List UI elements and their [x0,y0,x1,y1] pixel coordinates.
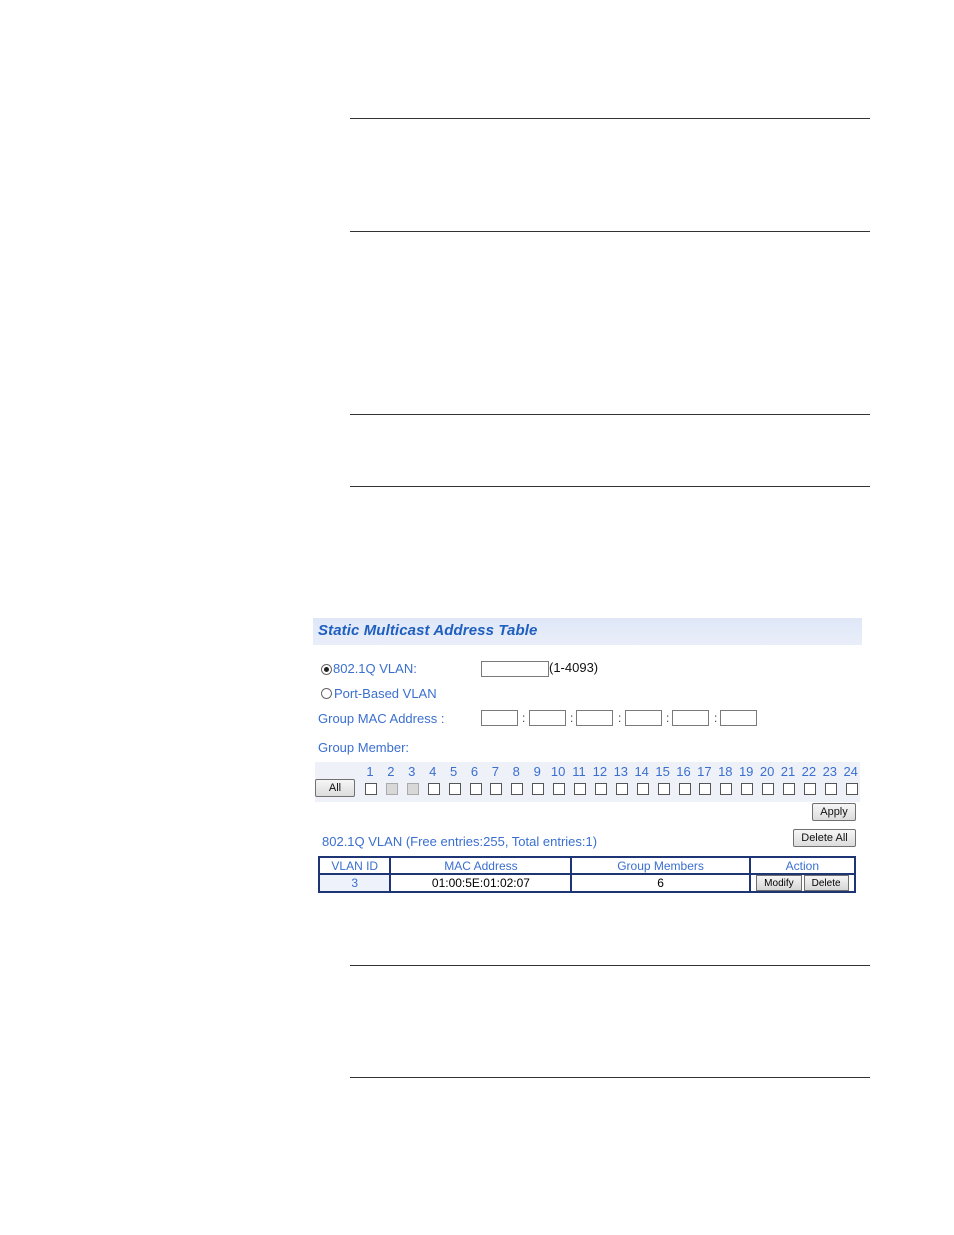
vlan-entries-summary: 802.1Q VLAN (Free entries:255, Total entries:1) [322,834,598,849]
port-number-17: 17 [697,764,712,779]
port-number-1: 1 [366,764,374,779]
port-checkbox-4[interactable] [428,783,440,795]
port-number-22: 22 [801,764,817,779]
port-number-8: 8 [512,764,520,779]
port-checkbox-12[interactable] [595,783,607,795]
mac-separator: : [666,711,670,725]
port-checkbox-8[interactable] [511,783,523,795]
page-rule [350,486,870,487]
group-member-label: Group Member: [318,740,410,755]
all-ports-button[interactable]: All [315,779,355,797]
port-number-2: 2 [387,764,395,779]
apply-button[interactable]: Apply [812,803,856,821]
port-number-13: 13 [613,764,629,779]
mac-octet-3[interactable] [576,710,613,726]
port-checkbox-18[interactable] [720,783,732,795]
port-number-19: 19 [738,764,754,779]
port-checkbox-13[interactable] [616,783,628,795]
port-number-7: 7 [491,764,499,779]
vlan-port-based-label: Port-Based VLAN [334,686,437,701]
row-action [750,874,855,892]
port-number-5: 5 [449,764,458,779]
row-group-members: 6 [571,874,749,892]
port-checkbox-22[interactable] [804,783,816,795]
port-checkbox-17[interactable] [699,783,711,795]
port-checkbox-11[interactable] [574,783,586,795]
page-rule [350,414,870,415]
vlan-8021q-label: 802.1Q VLAN: [333,661,417,676]
header-action: Action [750,857,855,874]
port-number-21: 21 [780,764,796,779]
port-checkbox-23[interactable] [825,783,837,795]
mac-separator: : [570,711,574,725]
mac-octet-5[interactable] [672,710,709,726]
table-header-row [319,857,855,874]
static-multicast-panel [313,618,863,908]
port-number-6: 6 [470,764,479,779]
delete-all-button[interactable]: Delete All [793,829,856,847]
port-number-12: 12 [592,764,608,779]
vlan-id-input[interactable] [481,661,549,677]
vlan-8021q-radio[interactable] [321,664,332,675]
header-mac-address: MAC Address [390,857,571,874]
group-mac-label: Group MAC Address : [318,711,445,726]
page-rule [350,118,870,119]
port-number-16: 16 [676,764,691,779]
port-number-11: 11 [572,764,586,779]
page-rule [350,231,870,232]
mac-octet-1[interactable] [481,710,518,726]
row-vlan-id: 3 [319,874,390,892]
panel-title-bar [313,618,862,645]
port-checkbox-3[interactable] [407,783,419,795]
port-checkbox-15[interactable] [658,783,670,795]
port-checkbox-7[interactable] [490,783,502,795]
modify-button[interactable]: Modify [756,875,801,891]
port-checkbox-9[interactable] [532,783,544,795]
mac-separator: : [522,711,526,725]
port-number-15: 15 [655,764,670,779]
port-checkbox-21[interactable] [783,783,795,795]
port-number-9: 9 [533,764,541,779]
mac-separator: : [618,711,622,725]
page-rule [350,1077,870,1078]
port-number-14: 14 [634,764,649,779]
table-row [319,874,855,892]
port-checkbox-5[interactable] [449,783,461,795]
port-checkbox-6[interactable] [470,783,482,795]
port-checkbox-14[interactable] [637,783,649,795]
row-mac-address: 01:00:5E:01:02:07 [390,874,571,892]
mac-octet-6[interactable] [720,710,757,726]
port-checkbox-24[interactable] [846,783,858,795]
mac-separator: : [714,711,718,725]
port-number-24: 24 [843,764,858,779]
vlan-range-hint: (1-4093) [549,660,599,675]
port-number-23: 23 [822,764,838,779]
port-number-4: 4 [429,764,437,779]
header-group-members: Group Members [571,857,749,874]
port-number-10: 10 [550,764,566,779]
port-number-20: 20 [759,764,775,779]
delete-button[interactable]: Delete [804,875,849,891]
port-number-18: 18 [718,764,733,779]
multicast-table [318,856,856,893]
mac-octet-2[interactable] [529,710,566,726]
page-rule [350,965,870,966]
port-checkbox-1[interactable] [365,783,377,795]
port-number-3: 3 [408,764,416,779]
header-vlan-id: VLAN ID [319,857,390,874]
port-checkbox-2[interactable] [386,783,398,795]
vlan-port-based-radio[interactable] [321,688,332,699]
port-checkbox-10[interactable] [553,783,565,795]
port-checkbox-16[interactable] [679,783,691,795]
port-checkbox-20[interactable] [762,783,774,795]
port-checkbox-19[interactable] [741,783,753,795]
panel-title: Static Multicast Address Table [318,622,538,639]
mac-octet-4[interactable] [625,710,662,726]
